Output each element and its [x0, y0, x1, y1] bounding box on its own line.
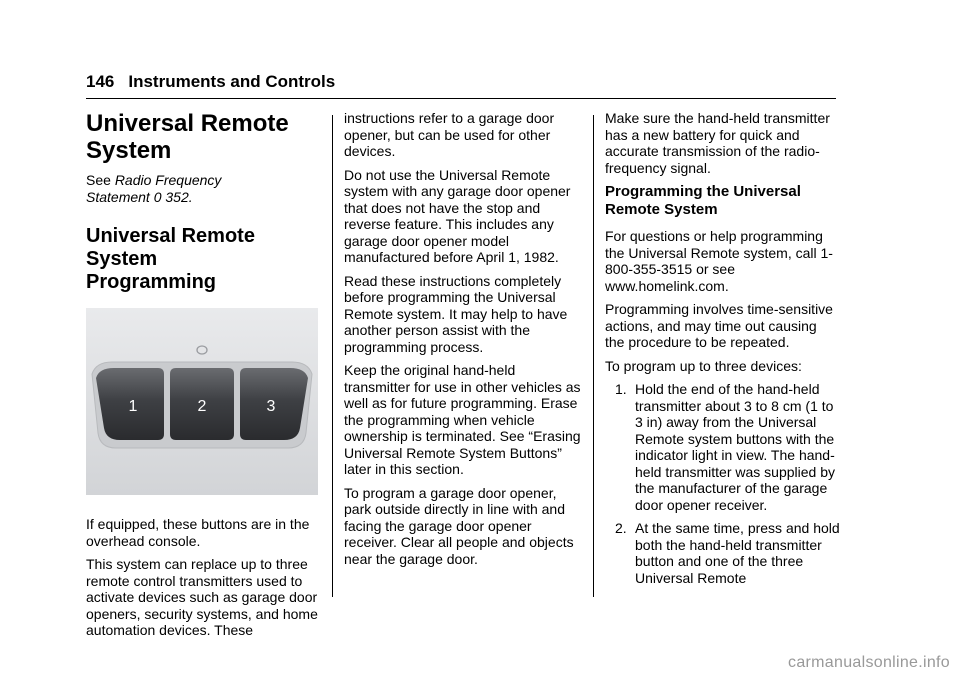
column-divider-2	[593, 115, 594, 597]
column-1	[86, 110, 320, 646]
col1-paragraph-1: If equipped, these buttons are in the overhead console.	[86, 516, 310, 549]
column-2	[344, 110, 582, 574]
col2-paragraph-2: Do not use the Universal Remote system with any garage door opener that does not have the stop and reverse feature. This includes any garage door opener model manufactured before April 1, 1982.	[344, 166, 571, 265]
section-subtitle: Universal Remote System Programming	[86, 225, 255, 293]
header-rule	[86, 98, 836, 99]
page-number: 146	[86, 72, 115, 91]
col2-paragraph-5: To program a garage door opener, park outside directly in line with and facing the garage door opener receiver. Clear all people and objects near the garage door.	[344, 484, 574, 567]
col2-paragraph-3: Read these instructions completely before programming the Universal Remote system. It may help to have another person assist with the programming process.	[344, 272, 568, 355]
watermark: carmanualsonline.info	[788, 654, 950, 671]
col3-paragraph-3: Programming involves time-sensitive actions, and may time out causing the procedure to be repeated.	[605, 301, 833, 350]
list-item: 2. At the same time, press and hold both the hand-held transmitter button and one of the three Universal Remote	[615, 520, 840, 586]
button-label-3: 3	[266, 398, 276, 415]
section-title: Instruments and Controls	[128, 72, 336, 91]
see-link[interactable]: Radio Frequency	[114, 172, 222, 188]
col1-paragraph-2: This system can replace up to three remote control transmitters used to activate devices such as garage door openers, security systems, and home automation devices. These	[86, 556, 318, 638]
col3-paragraph-4: To program up to three devices:	[605, 357, 802, 374]
page-header	[86, 72, 335, 92]
col2-paragraph-1: instructions refer to a garage door opener, but can be used for other devices.	[344, 110, 555, 159]
column-3	[605, 110, 840, 593]
page-title: Universal Remote System	[86, 110, 289, 164]
col3-paragraph-1: Make sure the hand-held transmitter has a new battery for quick and accurate transmission of the radio-frequency signal.	[605, 110, 830, 176]
list-item: 1. Hold the end of the hand-held transmitter about 3 to 8 cm (1 to 3 in) away from the Universal Remote system buttons with the indicator light in view. The hand-held transmitter was supplied by the manufacturer of the garage door opener receiver.	[615, 381, 835, 513]
col3-paragraph-2: For questions or help programming the Universal Remote system, call 1-800-355-3515 or see www.homelink.com.	[605, 228, 833, 294]
see-reference: See Radio Frequency Statement 0 352.	[86, 172, 222, 205]
col2-paragraph-4: Keep the original hand-held transmitter for use in other vehicles as well as for future programming. Erase the programming when vehicle ownership is terminated. See “Erasing Universal Remote System Buttons” later in this section.	[344, 362, 581, 477]
column-divider-1	[332, 115, 333, 597]
steps-list	[605, 381, 840, 586]
button-label-1: 1	[128, 398, 138, 415]
subsection-heading: Programming the Universal Remote System	[605, 183, 801, 218]
remote-buttons-photo	[86, 308, 318, 495]
button-label-2: 2	[197, 398, 207, 415]
